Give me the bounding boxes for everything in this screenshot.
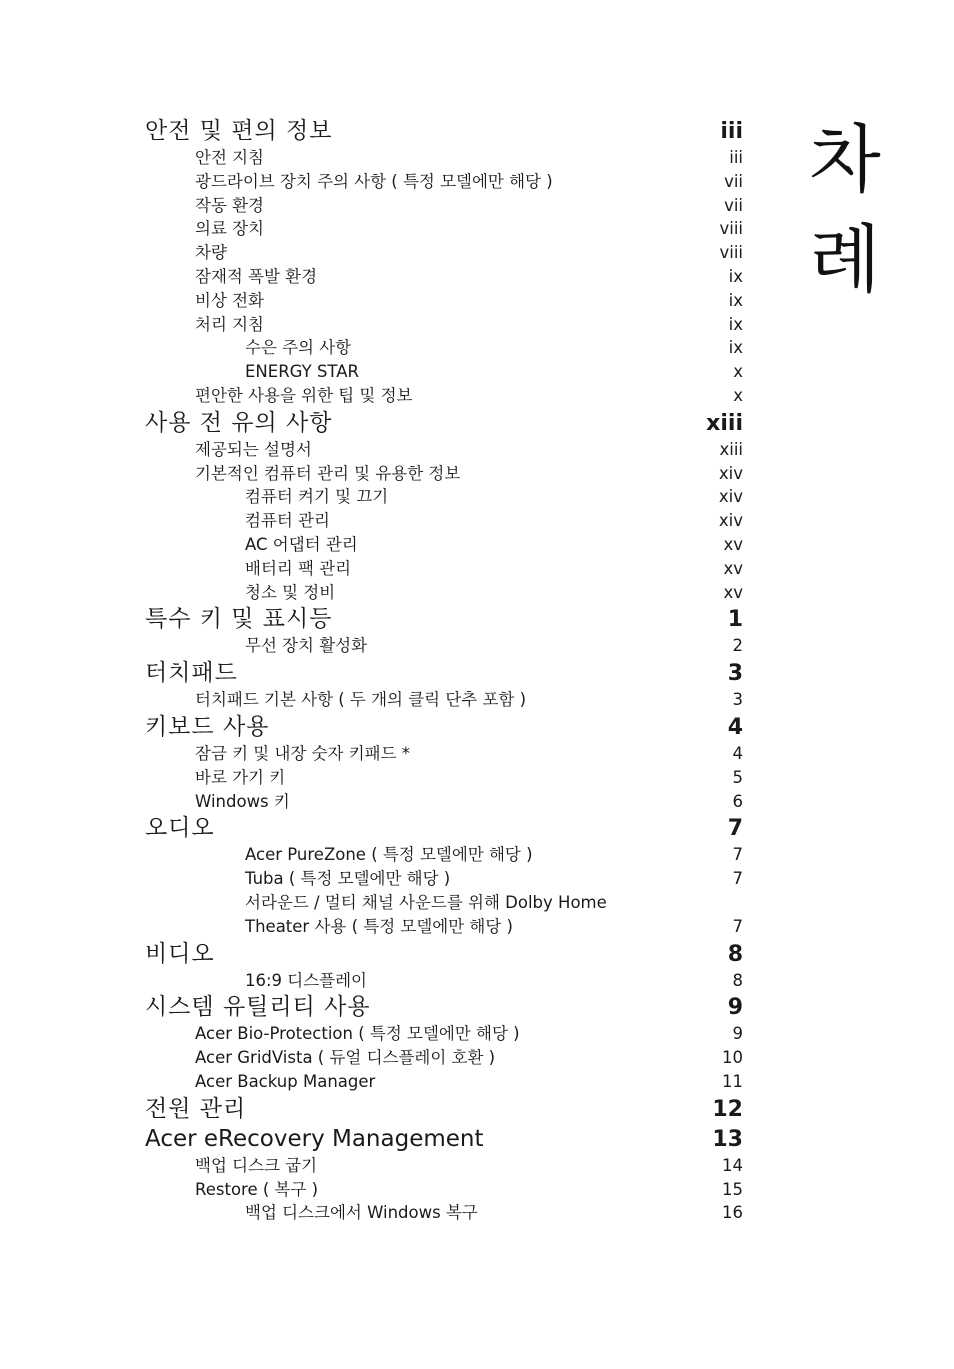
toc-entry-title: Acer Backup Manager xyxy=(195,1071,376,1091)
toc-entry-title: 오디오 xyxy=(145,815,215,842)
toc-entry-title: 의료 장치 xyxy=(195,219,265,239)
toc-section-entry[interactable] xyxy=(145,146,743,170)
toc-entry-title: Restore ( 복구 ) xyxy=(195,1179,319,1199)
toc-entry-page-number: 16 xyxy=(722,1203,743,1223)
toc-entry-title: Acer GridVista ( 듀얼 디스플레이 호환 ) xyxy=(195,1048,496,1068)
toc-entry-page-number: xv xyxy=(723,534,743,554)
toc-entry-title: 터치패드 xyxy=(145,660,238,687)
toc-entry-title: 전원 관리 xyxy=(145,1095,247,1122)
toc-entry-page-number: 4 xyxy=(727,714,743,740)
toc-entry-title: ENERGY STAR xyxy=(245,362,359,382)
toc-entry-page-number: xiii xyxy=(719,439,743,459)
toc-entry-title: 백업 디스크 굽기 xyxy=(195,1155,318,1175)
toc-entry-page-number: 6 xyxy=(732,791,743,811)
toc-entry-page-number: 12 xyxy=(712,1096,743,1122)
toc-chapter-entry[interactable] xyxy=(145,604,743,634)
toc-entry-page-number: 5 xyxy=(732,767,743,787)
toc-subsection-entry[interactable] xyxy=(145,509,743,533)
toc-entry-title: 비상 전화 xyxy=(195,290,265,310)
toc-section-entry[interactable] xyxy=(145,217,743,241)
toc-entry-page-number: 8 xyxy=(727,941,743,967)
toc-entry-title: 터치패드 기본 사항 ( 두 개의 클릭 단추 포함 ) xyxy=(195,690,527,710)
toc-section-entry[interactable] xyxy=(145,438,743,462)
toc-entry-title: Acer eRecovery Management xyxy=(145,1125,484,1152)
toc-subsection-entry[interactable] xyxy=(145,969,743,993)
toc-subsection-entry[interactable] xyxy=(145,867,743,891)
toc-entry-page-number: 7 xyxy=(727,816,743,842)
toc-entry-title: 청소 및 정비 xyxy=(245,582,336,602)
toc-entry-page-number: ix xyxy=(728,338,743,358)
toc-entry-title: 백업 디스크에서 Windows 복구 xyxy=(245,1203,478,1223)
toc-chapter-entry[interactable] xyxy=(145,116,743,146)
toc-entry-page-number: x xyxy=(733,362,743,382)
toc-entry-title: 컴퓨터 켜기 및 끄기 xyxy=(245,487,389,507)
toc-entry-page-number: 15 xyxy=(722,1179,743,1199)
toc-entry-page-number: ix xyxy=(728,266,743,286)
toc-chapter-entry[interactable] xyxy=(145,658,743,688)
toc-chapter-entry[interactable] xyxy=(145,712,743,742)
toc-entry-page-number: 1 xyxy=(727,607,743,633)
toc-entry-title: 배터리 팩 관리 xyxy=(245,558,352,578)
toc-entry-title: 특수 키 및 표시등 xyxy=(145,606,333,633)
toc-entry-title: 작동 환경 xyxy=(195,195,265,215)
toc-chapter-entry[interactable] xyxy=(145,813,743,843)
toc-entry-page-number: xv xyxy=(723,558,743,578)
toc-entry-title: 컴퓨터 관리 xyxy=(245,511,330,531)
toc-entry-page-number: 9 xyxy=(732,1024,743,1044)
toc-entry-title: 시스템 유틸리티 사용 xyxy=(145,994,371,1021)
toc-entry-title: 수은 주의 사항 xyxy=(245,338,352,358)
table-of-contents xyxy=(145,116,745,1225)
toc-entry-page-number: 3 xyxy=(732,690,743,710)
toc-entry-title: 안전 및 편의 정보 xyxy=(145,118,333,144)
toc-entry-page-number: vii xyxy=(724,195,743,215)
toc-entry-page-number: 8 xyxy=(732,970,743,990)
toc-entry-page-number: 13 xyxy=(712,1126,743,1152)
toc-chapter-entry[interactable] xyxy=(145,1124,743,1154)
toc-subsection-entry[interactable] xyxy=(145,533,743,557)
toc-chapter-entry[interactable] xyxy=(145,992,743,1022)
toc-section-entry[interactable] xyxy=(145,289,743,313)
toc-entry-page-number: xiv xyxy=(718,463,743,483)
toc-entry-page-number: viii xyxy=(719,219,743,239)
toc-subsection-entry[interactable] xyxy=(145,581,743,605)
toc-subsection-entry[interactable] xyxy=(145,336,743,360)
toc-entry-title: 서라운드 / 멀티 채널 사운드를 위해 Dolby Home Theater 사용 ( 특정 모델에만 해당 ) xyxy=(245,892,607,936)
toc-entry-title: 기본적인 컴퓨터 관리 및 유용한 정보 xyxy=(195,463,461,483)
toc-section-entry[interactable] xyxy=(145,462,743,486)
toc-section-entry[interactable] xyxy=(145,1178,743,1202)
toc-section-entry[interactable] xyxy=(145,313,743,337)
toc-entry-page-number: xv xyxy=(723,582,743,602)
toc-chapter-entry[interactable] xyxy=(145,408,743,438)
toc-entry-title: Windows 키 xyxy=(195,791,290,811)
toc-subsection-entry[interactable] xyxy=(145,1201,743,1225)
toc-chapter-entry[interactable] xyxy=(145,1094,743,1124)
toc-entry-title: 제공되는 설명서 xyxy=(195,439,312,459)
toc-entry-title: 잠금 키 및 내장 숫자 키패드 * xyxy=(195,743,411,763)
toc-entry-page-number: xiv xyxy=(718,511,743,531)
toc-entry-page-number: 7 xyxy=(732,869,743,889)
toc-entry-page-number: viii xyxy=(719,243,743,263)
side-title-char: 차 xyxy=(809,117,881,203)
toc-section-entry[interactable] xyxy=(145,1046,743,1070)
toc-entry-page-number: iii xyxy=(720,119,743,144)
side-title-char: 례 xyxy=(809,217,881,303)
toc-entry-page-number: 7 xyxy=(732,845,743,865)
toc-subsection-entry[interactable] xyxy=(145,634,743,658)
toc-chapter-entry[interactable] xyxy=(145,939,743,969)
toc-entry-page-number: 3 xyxy=(727,661,743,687)
toc-subsection-entry[interactable] xyxy=(145,843,743,867)
toc-entry-title: AC 어댑터 관리 xyxy=(245,534,358,554)
toc-entry-page-number: x xyxy=(733,385,743,405)
toc-entry-page-number: xiii xyxy=(706,410,743,436)
side-title xyxy=(800,110,890,310)
toc-entry-title: 편안한 사용을 위한 팁 및 정보 xyxy=(195,385,413,405)
toc-section-entry[interactable] xyxy=(145,790,743,814)
toc-entry-title: 잠재적 폭발 환경 xyxy=(195,266,318,286)
toc-section-entry[interactable] xyxy=(145,170,743,194)
toc-section-entry[interactable] xyxy=(145,688,743,712)
toc-subsection-entry[interactable] xyxy=(145,360,743,384)
toc-entry-title: 안전 지침 xyxy=(195,148,265,167)
toc-subsection-entry[interactable] xyxy=(145,557,743,581)
toc-section-entry[interactable] xyxy=(145,1022,743,1046)
toc-entry-page-number: xiv xyxy=(718,487,743,507)
toc-section-entry[interactable] xyxy=(145,766,743,790)
toc-entry-page-number: 11 xyxy=(722,1071,743,1091)
toc-entry-page-number: 7 xyxy=(732,916,743,936)
toc-section-entry[interactable] xyxy=(145,742,743,766)
toc-section-entry[interactable] xyxy=(145,265,743,289)
toc-entry-title: 처리 지침 xyxy=(195,314,265,334)
toc-entry-page-number: 9 xyxy=(727,995,743,1021)
toc-entry-title: 광드라이브 장치 주의 사항 ( 특정 모델에만 해당 ) xyxy=(195,171,553,191)
toc-subsection-entry[interactable] xyxy=(145,485,743,509)
toc-entry-title: 사용 전 유의 사항 xyxy=(145,409,333,436)
toc-section-entry[interactable] xyxy=(145,384,743,408)
toc-entry-title: Acer Bio-Protection ( 특정 모델에만 해당 ) xyxy=(195,1024,520,1044)
toc-entry-title: Tuba ( 특정 모델에만 해당 ) xyxy=(245,869,451,889)
toc-entry-page-number: 4 xyxy=(732,743,743,763)
toc-section-entry[interactable] xyxy=(145,194,743,218)
toc-entry-title: Acer PureZone ( 특정 모델에만 해당 ) xyxy=(245,845,533,865)
toc-entry-page-number: 10 xyxy=(722,1048,743,1068)
toc-entry-page-number: 14 xyxy=(722,1155,743,1175)
toc-entry-page-number: iii xyxy=(729,148,743,167)
toc-entry-title: 바로 가기 키 xyxy=(195,767,286,787)
toc-entry-page-number: 2 xyxy=(732,636,743,656)
toc-section-entry[interactable] xyxy=(145,1154,743,1178)
toc-subsection-entry[interactable] xyxy=(145,891,743,939)
toc-entry-title: 비디오 xyxy=(145,940,215,967)
toc-entry-title: 16:9 디스플레이 xyxy=(245,970,367,990)
toc-section-entry[interactable] xyxy=(145,241,743,265)
toc-entry-title: 키보드 사용 xyxy=(145,713,270,740)
toc-entry-title: 무선 장치 활성화 xyxy=(245,636,368,656)
toc-entry-page-number: vii xyxy=(724,171,743,191)
toc-entry-page-number: ix xyxy=(728,290,743,310)
toc-entry-page-number: ix xyxy=(728,314,743,334)
toc-section-entry[interactable] xyxy=(145,1070,743,1094)
toc-entry-title: 차량 xyxy=(195,243,227,263)
